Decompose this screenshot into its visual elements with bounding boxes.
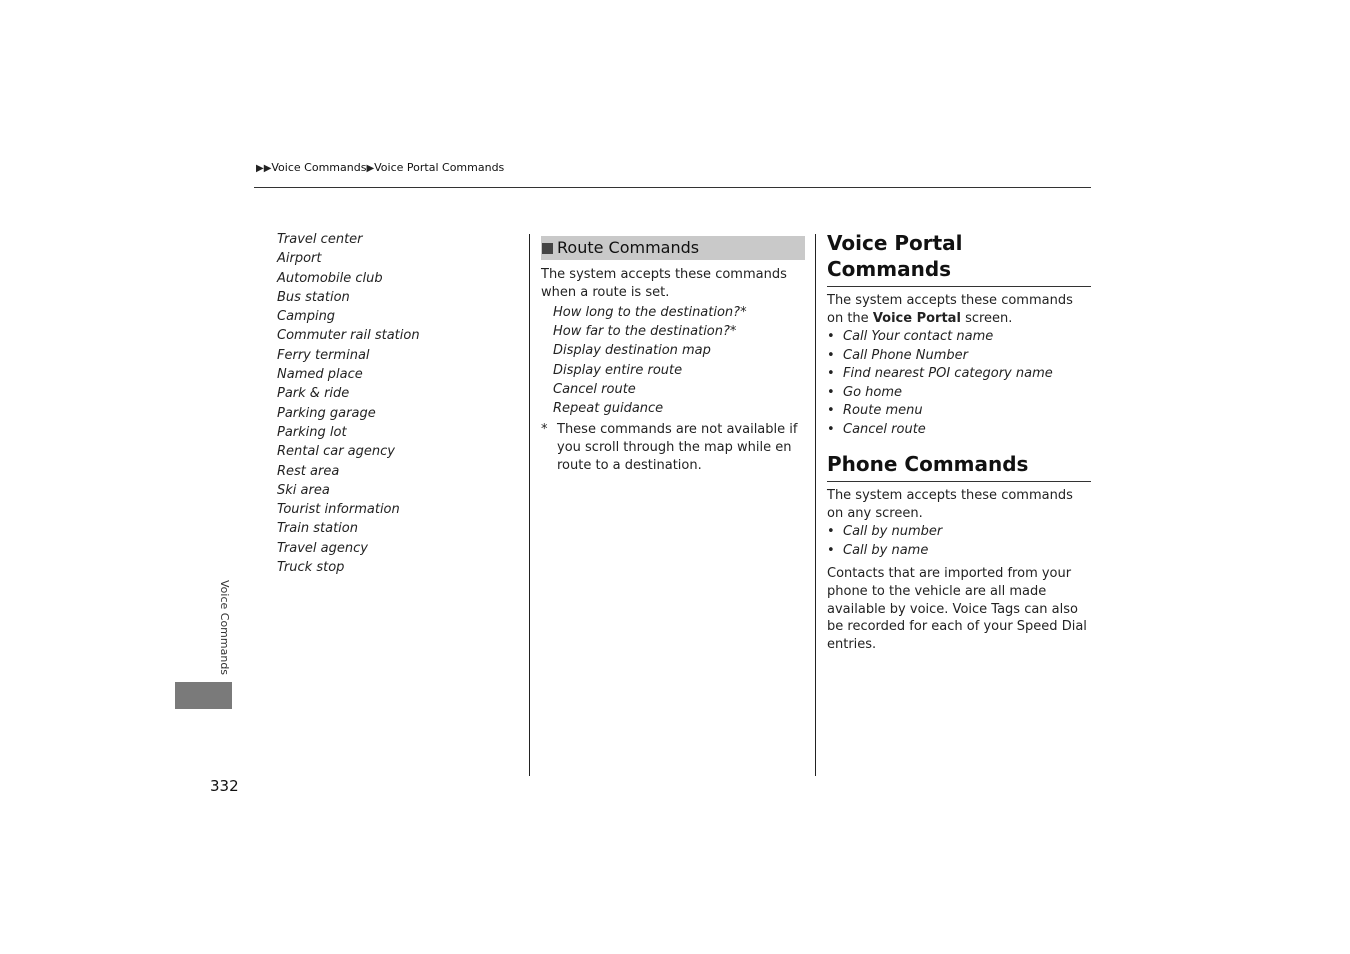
voice-portal-heading: Voice Portal Commands bbox=[827, 230, 1091, 287]
list-item bbox=[827, 523, 1091, 542]
intro-text: screen. bbox=[965, 311, 1013, 326]
list-item: Ski area bbox=[277, 482, 330, 498]
list-item bbox=[827, 365, 1091, 384]
bullet-icon: • bbox=[827, 421, 835, 437]
poi-category-list bbox=[277, 230, 517, 577]
route-commands-section bbox=[541, 236, 805, 475]
side-tab-marker bbox=[175, 682, 232, 709]
column-divider bbox=[815, 234, 816, 776]
list-item: Ferry terminal bbox=[277, 347, 370, 363]
list-item-text: Route menu bbox=[843, 403, 923, 418]
header-divider bbox=[254, 187, 1091, 188]
list-item: Display destination map bbox=[553, 343, 711, 359]
section-intro: The system accepts these commands when a route is set. bbox=[541, 267, 787, 300]
list-item: Repeat guidance bbox=[553, 401, 664, 417]
list-item-text: Call by number bbox=[843, 524, 943, 539]
list-item: Airport bbox=[277, 251, 322, 267]
list-item bbox=[827, 328, 1091, 347]
intro-text: The system accepts these commands on the bbox=[827, 293, 1073, 326]
list-item: Rest area bbox=[277, 463, 340, 479]
list-item bbox=[827, 384, 1091, 403]
list-item: Named place bbox=[277, 367, 363, 383]
list-item-text: Find nearest POI category name bbox=[843, 366, 1053, 381]
bullet-icon: • bbox=[827, 366, 835, 381]
list-item: Cancel route bbox=[553, 381, 636, 397]
footnote-mark: * bbox=[541, 422, 548, 438]
list-item-text: Call Phone Number bbox=[843, 347, 969, 363]
list-item bbox=[827, 347, 1091, 366]
list-item: Bus station bbox=[277, 289, 350, 305]
bullet-icon: • bbox=[827, 403, 835, 418]
breadcrumb-item-voice-portal-commands: Voice Portal Commands bbox=[374, 161, 505, 174]
list-item-text: Call by name bbox=[843, 542, 929, 558]
intro-bold: Voice Portal bbox=[872, 311, 961, 326]
list-item: Rental car agency bbox=[277, 444, 395, 460]
list-item: Parking garage bbox=[277, 405, 376, 421]
page-number: 332 bbox=[210, 777, 239, 795]
side-tab-label: Voice Commands bbox=[218, 580, 231, 676]
phone-commands-intro: The system accepts these commands on any screen. bbox=[827, 488, 1073, 521]
footnote-text: These commands are not available if you scroll through the map while en route to a destination. bbox=[557, 422, 798, 474]
list-item bbox=[827, 542, 1091, 561]
phone-command-list bbox=[827, 523, 1091, 560]
list-item: Commuter rail station bbox=[277, 328, 420, 344]
voice-portal-intro bbox=[827, 292, 1091, 328]
square-bullet-icon bbox=[542, 243, 553, 254]
bullet-icon: • bbox=[827, 347, 835, 363]
list-item: Travel center bbox=[277, 232, 363, 247]
bullet-icon: • bbox=[827, 329, 835, 344]
breadcrumb bbox=[256, 161, 504, 174]
breadcrumb-arrow-icon: ▶ bbox=[366, 163, 375, 174]
list-item: Park & ride bbox=[277, 386, 350, 402]
voice-portal-command-list bbox=[827, 328, 1091, 439]
list-item-text: Call Your contact name bbox=[843, 329, 994, 344]
list-item: Display entire route bbox=[553, 362, 683, 378]
list-item: Camping bbox=[277, 309, 336, 325]
list-item bbox=[827, 421, 1091, 440]
list-item: Train station bbox=[277, 521, 358, 537]
bullet-icon: • bbox=[827, 384, 835, 400]
list-item bbox=[827, 402, 1091, 421]
list-item: Tourist information bbox=[277, 502, 400, 518]
list-item: How far to the destination?* bbox=[553, 324, 737, 340]
list-item-text: Go home bbox=[843, 384, 903, 400]
bullet-icon: • bbox=[827, 542, 835, 558]
list-item: Automobile club bbox=[277, 270, 383, 286]
route-command-list bbox=[541, 303, 805, 418]
list-item: How long to the destination?* bbox=[553, 305, 747, 320]
list-item: Travel agency bbox=[277, 540, 368, 556]
right-column bbox=[827, 230, 1091, 654]
phone-commands-heading: Phone Commands bbox=[827, 451, 1091, 482]
section-header bbox=[541, 236, 805, 260]
list-item: Truck stop bbox=[277, 560, 345, 576]
list-item: Parking lot bbox=[277, 424, 347, 440]
breadcrumb-item-voice-commands[interactable]: Voice Commands bbox=[271, 161, 367, 174]
list-item-text: Cancel route bbox=[843, 421, 926, 437]
section-title: Route Commands bbox=[557, 238, 700, 257]
phone-contacts-note: Contacts that are imported from your phone to the vehicle are all made available by voice. Voice Tags can also be recorded for each of your Speed Dial entries. bbox=[827, 566, 1087, 653]
column-divider bbox=[529, 234, 530, 776]
bullet-icon: • bbox=[827, 524, 835, 539]
breadcrumb-arrow-icon: ▶▶ bbox=[256, 163, 272, 174]
footnote bbox=[541, 421, 805, 475]
